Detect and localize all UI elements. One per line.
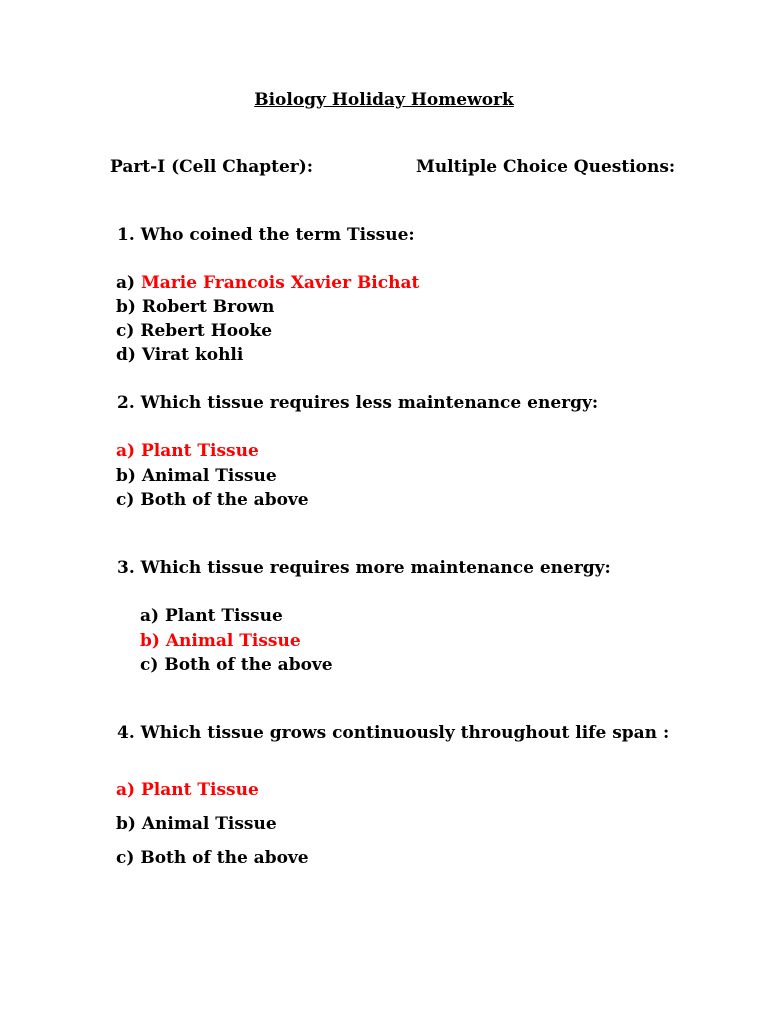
q3-option-b [140, 631, 301, 651]
option-text: Both of the above [140, 848, 309, 868]
option-letter: a) [140, 606, 160, 626]
option-letter: d) [116, 345, 136, 365]
q4-option-c [116, 848, 309, 868]
question-3 [117, 558, 611, 578]
q4-option-b [116, 814, 277, 834]
option-letter: c) [140, 655, 159, 675]
option-text: Robert Brown [141, 297, 275, 317]
q4-option-a [116, 780, 259, 800]
option-letter: a) [116, 780, 136, 800]
question-4 [117, 723, 669, 743]
q1-option-c [116, 321, 272, 341]
q2-option-c [116, 490, 309, 510]
question-number: 1. [117, 225, 135, 245]
q2-option-b [116, 466, 277, 486]
document-title: Biology Holiday Homework [254, 90, 514, 110]
option-text: Both of the above [140, 490, 309, 510]
question-text: Which tissue grows continuously throughout life span : [140, 723, 670, 743]
question-1 [117, 225, 415, 245]
question-text: Who coined the term Tissue: [140, 225, 415, 245]
option-letter: c) [116, 490, 135, 510]
part-label: Part-I (Cell Chapter): [110, 157, 314, 177]
question-text: Which tissue requires less maintenance energy: [140, 393, 599, 413]
question-2 [117, 393, 598, 413]
q1-option-d [116, 345, 243, 365]
option-text: Animal Tissue [141, 814, 277, 834]
option-letter: b) [140, 631, 160, 651]
q3-option-a [140, 606, 283, 626]
option-letter: a) [116, 273, 136, 293]
option-letter: b) [116, 814, 136, 834]
option-text: Plant Tissue [164, 606, 283, 626]
q1-option-b [116, 297, 274, 317]
question-text: Which tissue requires more maintenance energy: [140, 558, 611, 578]
option-text-correct: Plant Tissue [140, 780, 259, 800]
option-text: Rebert Hooke [140, 321, 273, 341]
q1-option-a [116, 273, 419, 293]
option-letter: b) [116, 297, 136, 317]
option-text: Both of the above [164, 655, 333, 675]
option-text-correct: Plant Tissue [140, 441, 259, 461]
q2-option-a [116, 441, 259, 461]
option-letter: c) [116, 321, 135, 341]
option-letter: b) [116, 466, 136, 486]
question-number: 3. [117, 558, 135, 578]
option-text: Animal Tissue [141, 466, 277, 486]
option-text-correct: Animal Tissue [165, 631, 301, 651]
section-label: Multiple Choice Questions: [416, 157, 676, 177]
question-number: 2. [117, 393, 135, 413]
option-text: Virat kohli [141, 345, 244, 365]
question-number: 4. [117, 723, 135, 743]
option-letter: c) [116, 848, 135, 868]
q3-option-c [140, 655, 333, 675]
option-letter: a) [116, 441, 136, 461]
option-text-correct: Marie Francois Xavier Bichat [140, 273, 420, 293]
